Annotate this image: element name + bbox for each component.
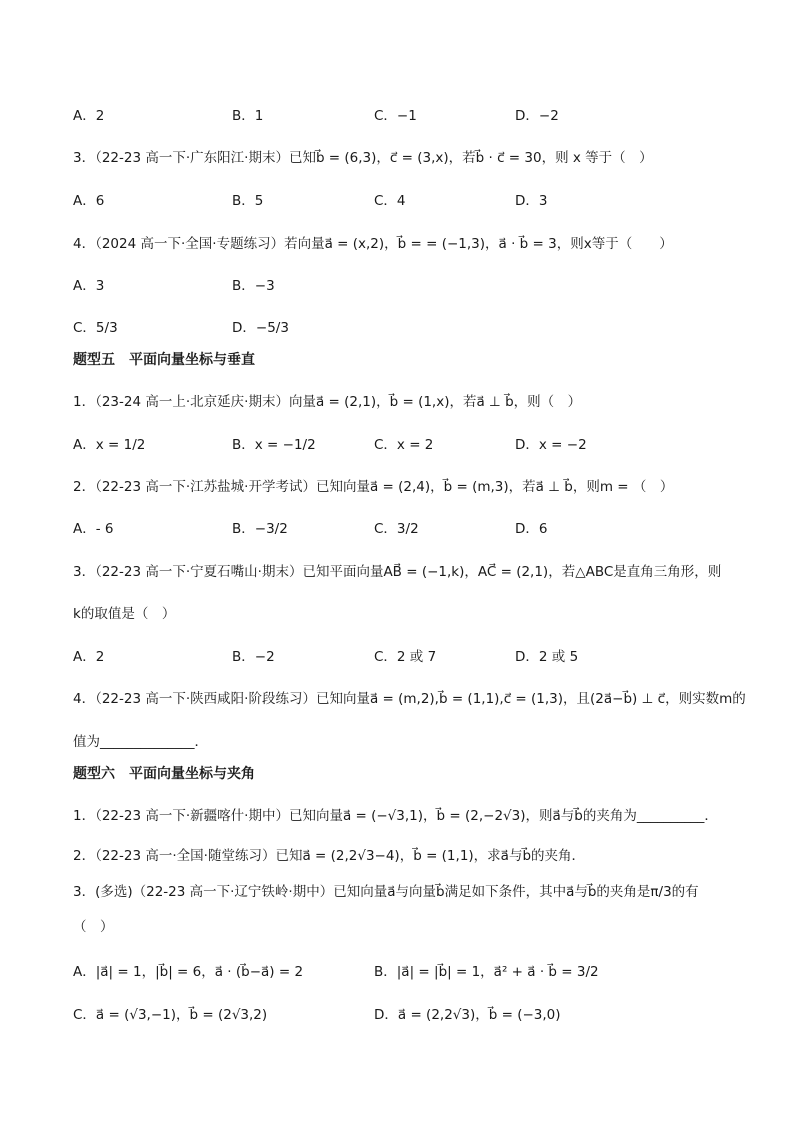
option-a: A．6 xyxy=(73,193,105,209)
option-b: B．5 xyxy=(232,193,264,209)
option-b: B．−3/2 xyxy=(232,521,288,537)
question-stem: 4．（22-23 高一下·陕西咸阳·阶段练习）已知向量a⃗ = (m,2),b⃗ = (1,1),c⃗ = (1,3)，且(2a⃗−b⃗) ⊥ c⃗，则实数m的 xyxy=(73,691,746,707)
option-c: C．3/2 xyxy=(374,521,419,537)
option-b: B．|a⃗| = |b⃗| = 1，a⃗² + a⃗ · b⃗ = 3/2 xyxy=(374,964,599,980)
option-c: C．4 xyxy=(374,193,406,209)
option-c: C．5/3 xyxy=(73,320,118,336)
option-c: C．a⃗ = (√3,−1)，b⃗ = (2√3,2) xyxy=(73,1007,268,1023)
question-stem: 3．（22-23 高一下·宁夏石嘴山·期末）已知平面向量AB⃗ = (−1,k)，AC⃗ = (2,1)，若△ABC是直角三角形，则 xyxy=(73,564,722,580)
question-stem: 1．（22-23 高一下·新疆喀什·期中）已知向量a⃗ = (−√3,1)，b⃗ = (2,−2√3)，则a⃗与b⃗的夹角为__________． xyxy=(73,808,718,824)
option-a: A．|a⃗| = 1，|b⃗| = 6，a⃗ · (b⃗−a⃗) = 2 xyxy=(73,964,304,980)
option-a: A．2 xyxy=(73,649,105,665)
question-stem-continued: k的取值是（ ） xyxy=(73,606,176,622)
option-b: B．1 xyxy=(232,108,264,124)
section-title: 题型五 平面向量坐标与垂直 xyxy=(73,352,255,368)
option-d: D．x = −2 xyxy=(515,437,587,453)
option-d: D．6 xyxy=(515,521,548,537)
option-c: C．2 或 7 xyxy=(374,649,437,665)
option-d: D．−5/3 xyxy=(232,320,289,336)
question-stem: 3．(多选)（22-23 高一下·辽宁铁岭·期中）已知向量a⃗与向量b⃗满足如下条件，其中a⃗与b⃗的夹角是π/3的有 xyxy=(73,884,699,900)
option-a: A．3 xyxy=(73,278,105,294)
option-b: B．x = −1/2 xyxy=(232,437,316,453)
option-d: D．−2 xyxy=(515,108,559,124)
question-stem: 1．（23-24 高一上·北京延庆·期末）向量a⃗ = (2,1)，b⃗ = (1,x)，若a⃗ ⊥ b⃗，则（ ） xyxy=(73,394,582,410)
question-stem: 2．（22-23 高一下·江苏盐城·开学考试）已知向量a⃗ = (2,4)，b⃗ = (m,3)，若a⃗ ⊥ b⃗，则m = （ ） xyxy=(73,479,674,495)
option-b: B．−2 xyxy=(232,649,275,665)
option-a: A．- 6 xyxy=(73,521,114,537)
question-stem: 2．（22-23 高一·全国·随堂练习）已知a⃗ = (2,2√3−4)，b⃗ = (1,1)，求a⃗与b⃗的夹角． xyxy=(73,848,586,864)
option-c: C．−1 xyxy=(374,108,417,124)
question-stem-continued: （ ） xyxy=(73,919,114,935)
option-d: D．3 xyxy=(515,193,548,209)
question-stem-continued: 值为______________． xyxy=(73,734,208,750)
option-b: B．−3 xyxy=(232,278,275,294)
option-a: A．x = 1/2 xyxy=(73,437,146,453)
question-stem: 4．（2024 高一下·全国·专题练习）若向量a⃗ = (x,2)，b⃗ = = (−1,3)，a⃗ · b⃗ = 3，则x等于（ ） xyxy=(73,236,673,252)
question-stem: 3．（22-23 高一下·广东阳江·期末）已知b⃗ = (6,3)，c⃗ = (3,x)，若b⃗ · c⃗ = 30，则 x 等于（ ） xyxy=(73,150,653,166)
section-title: 题型六 平面向量坐标与夹角 xyxy=(73,766,255,782)
option-d: D．a⃗ = (2,2√3)，b⃗ = (−3,0) xyxy=(374,1007,561,1023)
option-c: C．x = 2 xyxy=(374,437,434,453)
option-d: D．2 或 5 xyxy=(515,649,579,665)
option-a: A．2 xyxy=(73,108,105,124)
